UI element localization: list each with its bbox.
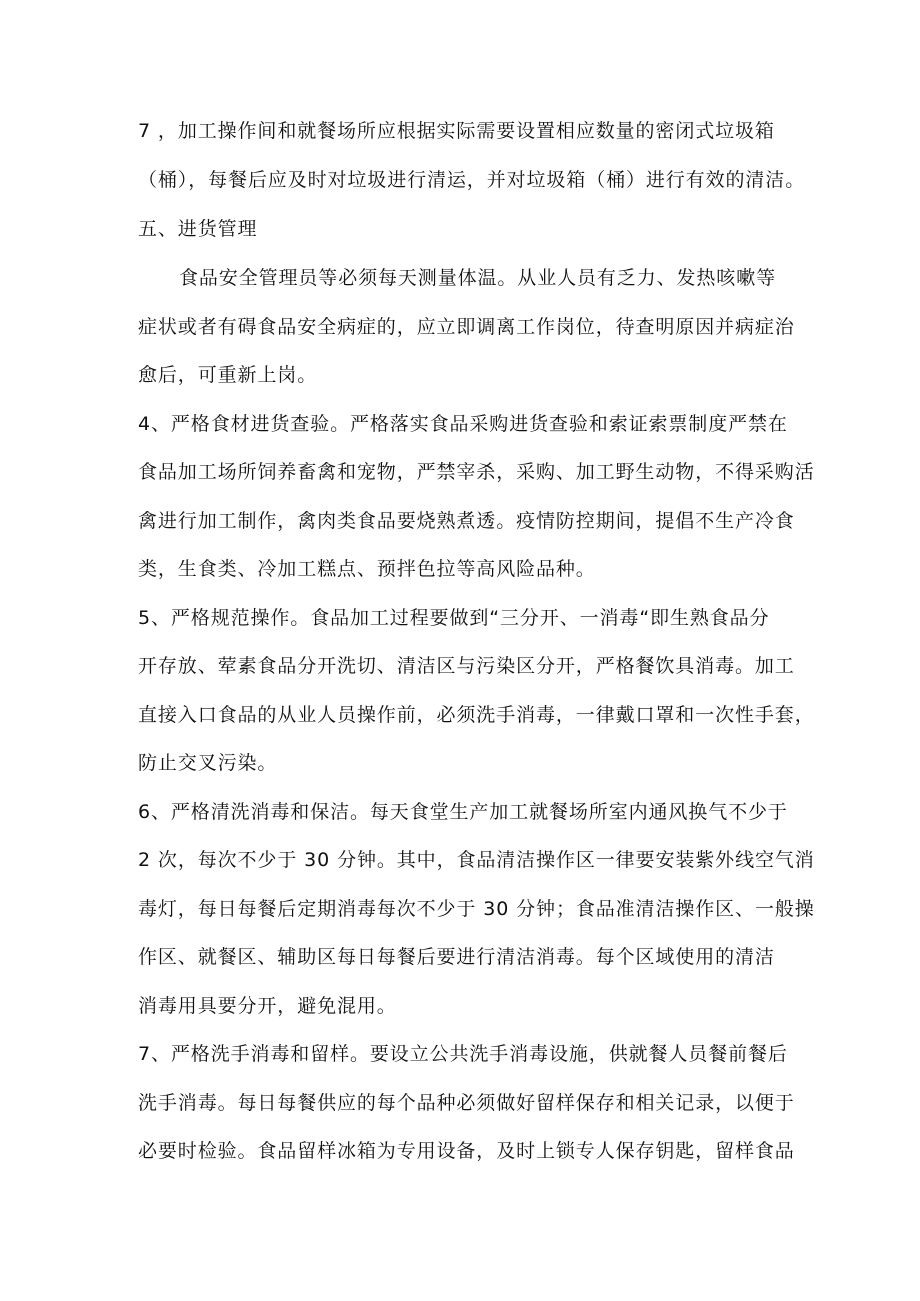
paragraph-line-18: 作区、就餐区、辅助区每日每餐后要进行清洁消毒。每个区域使用的清洁 — [138, 946, 775, 968]
paragraph-line-4: 食品安全管理员等必须每天测量体温。从业人员有乏力、发热咳嗽等 — [179, 267, 777, 289]
paragraph-line-5: 症状或者有碍食品安全病症的，应立即调离工作岗位，待查明原因并病症治 — [138, 316, 795, 338]
paragraph-line-16: 2 次，每次不少于 30 分钟。其中，食品清洁操作区一律要安装紫外线空气消 — [138, 849, 815, 871]
paragraph-line-9: 禽进行加工制作，禽肉类食品要烧熟煮透。疫情防控期间，提倡不生产冷食 — [138, 510, 795, 532]
paragraph-line-1: 7 ，加工操作间和就餐场所应根据实际需要设置相应数量的密闭式垃圾箱 — [138, 120, 775, 142]
paragraph-line-12: 开存放、荤素食品分开洗切、清洁区与污染区分开，严格餐饮具消毒。加工 — [138, 655, 795, 677]
paragraph-line-20: 7、严格洗手消毒和留样。要设立公共洗手消毒设施，供就餐人员餐前餐后 — [138, 1043, 788, 1065]
paragraph-line-15: 6、严格清洗消毒和保洁。每天食堂生产加工就餐场所室内通风换气不少于 — [138, 801, 788, 823]
paragraph-line-7: 4、严格食材进货查验。严格落实食品采购进货查验和索证索票制度严禁在 — [138, 413, 788, 435]
paragraph-line-14: 防止交叉污染。 — [138, 752, 278, 774]
paragraph-line-13: 直接入口食品的从业人员操作前，必须洗手消毒，一律戴口罩和一次性手套， — [138, 704, 815, 726]
section-heading: 五、进货管理 — [138, 218, 258, 240]
paragraph-line-17: 毒灯，每日每餐后定期消毒每次不少于 30 分钟；食品准清洁操作区、一般操 — [138, 898, 815, 920]
paragraph-line-10: 类，生食类、冷加工糕点、预拌色拉等高风险品种。 — [138, 558, 596, 580]
paragraph-line-8: 食品加工场所饲养畜禽和宠物，严禁宰杀，采购、加工野生动物，不得采购活 — [138, 461, 815, 483]
paragraph-line-11: 5、严格规范操作。食品加工过程要做到“三分开、一消毒“即生熟食品分 — [138, 607, 770, 629]
paragraph-line-21: 洗手消毒。每日每餐供应的每个品种必须做好留样保存和相关记录，以便于 — [138, 1092, 795, 1114]
paragraph-line-19: 消毒用具要分开，避免混用。 — [138, 995, 397, 1017]
paragraph-line-2: （桶），每餐后应及时对垃圾进行清运，并对垃圾箱（桶）进行有效的清洁。 — [138, 169, 806, 191]
paragraph-line-22: 必要时检验。食品留样冰箱为专用设备，及时上锁专人保存钥匙，留样食品 — [138, 1140, 795, 1162]
paragraph-line-6: 愈后，可重新上岗。 — [138, 364, 318, 386]
